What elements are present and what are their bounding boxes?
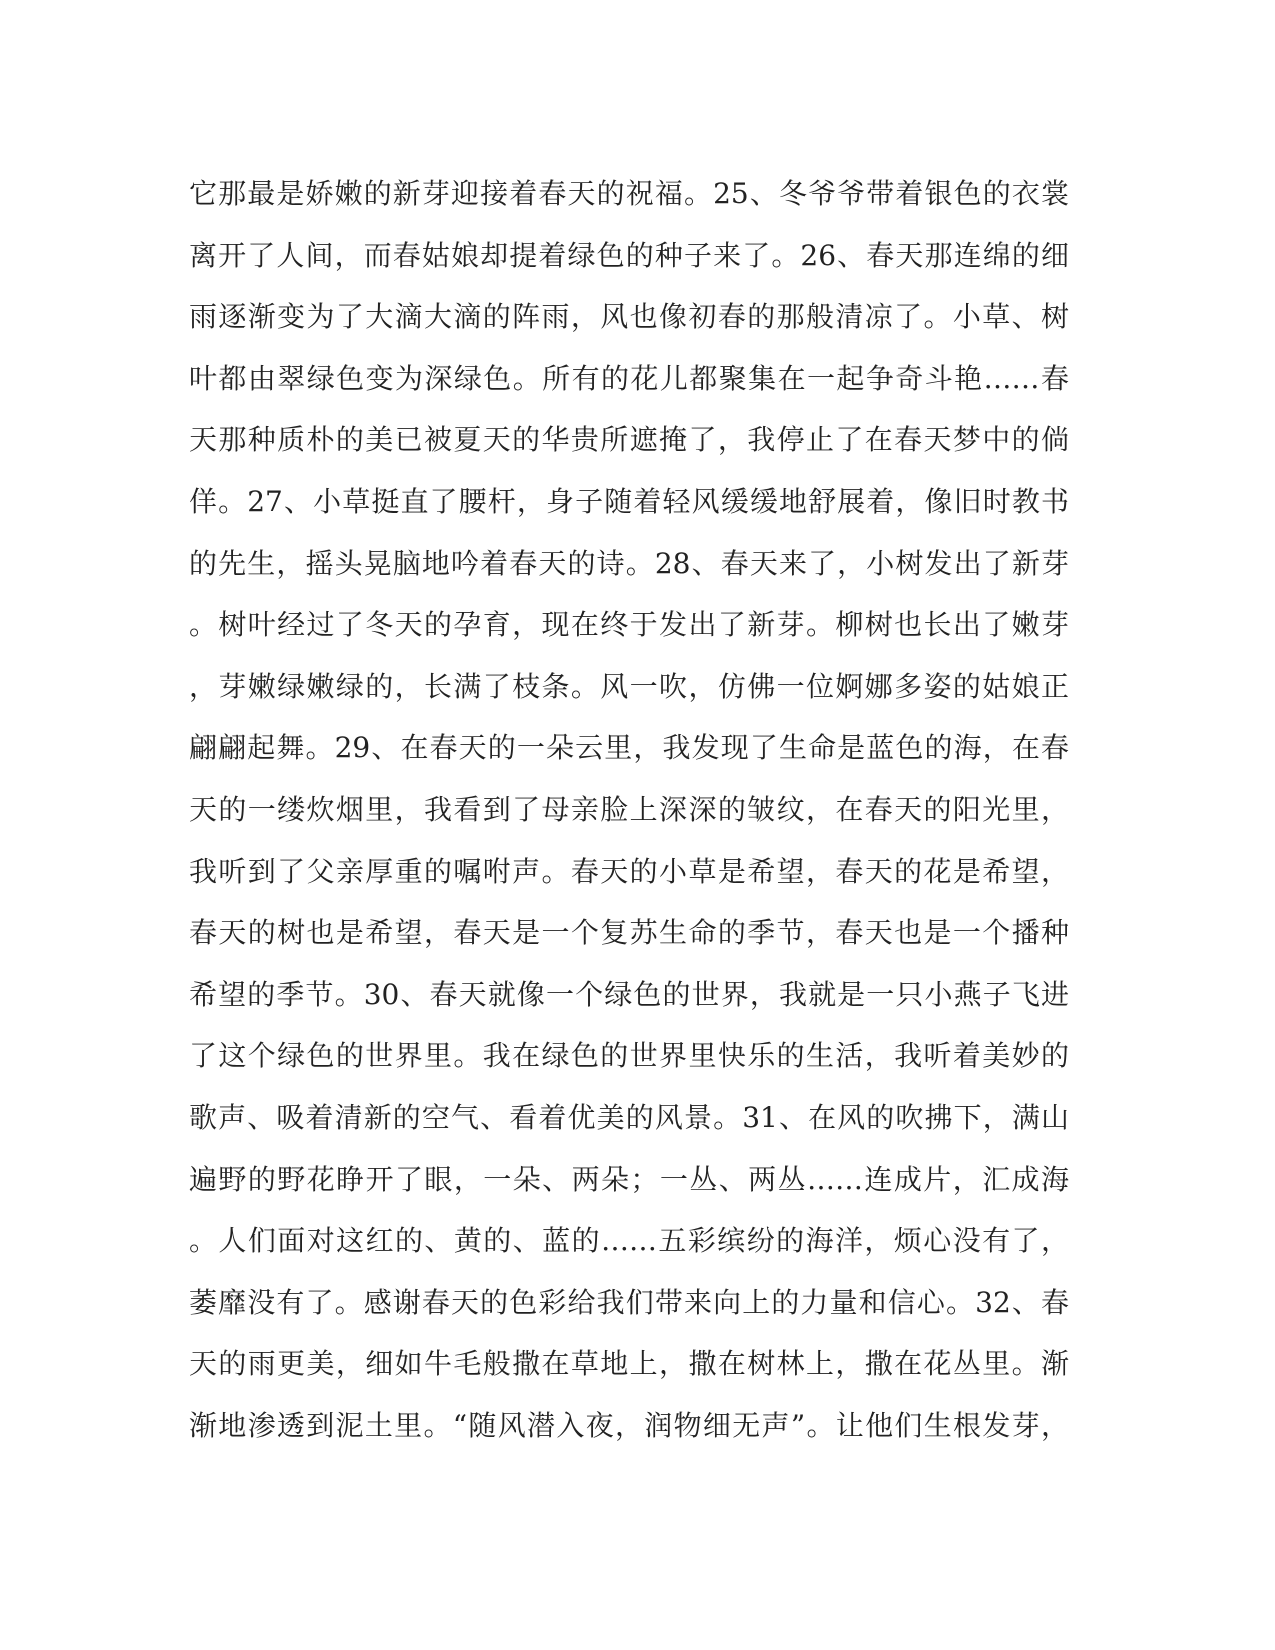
text-line: 翩翩起舞。29、在春天的一朵云里，我发现了生命是蓝色的海，在春 <box>189 731 1069 765</box>
text-line: 渐地渗透到泥土里。“随风潜入夜，润物细无声”。让他们生根发芽， <box>189 1408 1069 1442</box>
text-line: 。人们面对这红的、黄的、蓝的……五彩缤纷的海洋，烦心没有了， <box>189 1224 1069 1258</box>
text-line: 春天的树也是希望，春天是一个复苏生命的季节，春天也是一个播种 <box>189 916 1069 950</box>
text-line: 了这个绿色的世界里。我在绿色的世界里快乐的生活，我听着美妙的 <box>189 1039 1069 1073</box>
text-line: 佯。27、小草挺直了腰杆，身子随着轻风缓缓地舒展着，像旧时教书 <box>189 484 1069 518</box>
text-line: 叶都由翠绿色变为深绿色。所有的花儿都聚集在一起争奇斗艳……春 <box>189 361 1069 395</box>
text-line: ，芽嫩绿嫩绿的，长满了枝条。风一吹，仿佛一位婀娜多姿的姑娘正 <box>189 669 1069 703</box>
body-text <box>189 163 1069 1456</box>
text-line: 歌声、吸着清新的空气、看着优美的风景。31、在风的吹拂下，满山 <box>189 1100 1069 1134</box>
text-line: 萎靡没有了。感谢春天的色彩给我们带来向上的力量和信心。32、春 <box>189 1285 1069 1319</box>
text-line: 希望的季节。30、春天就像一个绿色的世界，我就是一只小燕子飞进 <box>189 977 1069 1011</box>
text-line: 它那最是娇嫩的新芽迎接着春天的祝福。25、冬爷爷带着银色的衣裳 <box>189 177 1069 210</box>
text-line: 雨逐渐变为了大滴大滴的阵雨，风也像初春的那般清凉了。小草、树 <box>189 300 1069 334</box>
text-line: 的先生，摇头晃脑地吟着春天的诗。28、春天来了，小树发出了新芽 <box>189 546 1069 580</box>
text-line: 天的雨更美，细如牛毛般撒在草地上，撒在树林上，撒在花丛里。渐 <box>189 1347 1069 1381</box>
text-line: 遍野的野花睁开了眼，一朵、两朵；一丛、两丛……连成片，汇成海 <box>189 1162 1069 1196</box>
text-line: 。树叶经过了冬天的孕育，现在终于发出了新芽。柳树也长出了嫩芽 <box>189 608 1069 642</box>
text-line: 天的一缕炊烟里，我看到了母亲脸上深深的皱纹，在春天的阳光里， <box>189 792 1069 826</box>
text-line: 我听到了父亲厚重的嘱咐声。春天的小草是希望，春天的花是希望， <box>189 854 1069 888</box>
text-line: 天那种质朴的美已被夏天的华贵所遮掩了，我停止了在春天梦中的倘 <box>189 423 1069 457</box>
text-line: 离开了人间，而春姑娘却提着绿色的种子来了。26、春天那连绵的细 <box>189 238 1069 272</box>
